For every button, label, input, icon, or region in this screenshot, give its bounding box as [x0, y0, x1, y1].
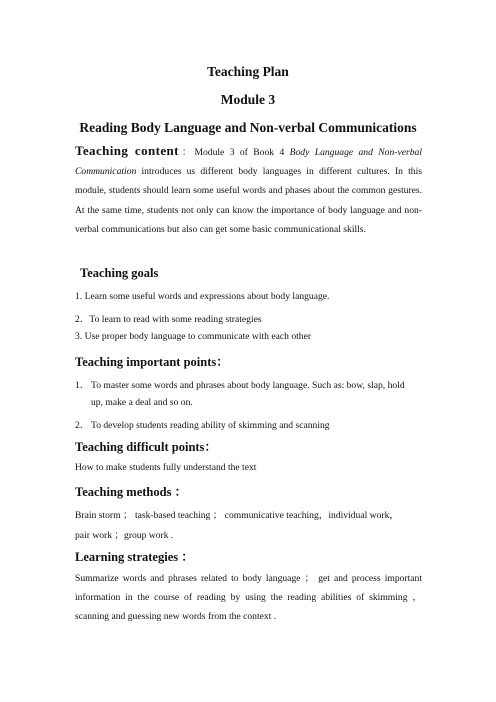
difficult-points-text: How to make students fully understand the text — [75, 462, 257, 473]
goal-item: 1. Learn some useful words and expressions about body language. — [75, 291, 330, 302]
page-title: Teaching Plan — [207, 64, 289, 79]
teaching-content-paragraph — [75, 141, 422, 239]
teaching-content-sep: ： — [178, 147, 195, 158]
goal-item: 2．To learn to read with some reading strategies — [75, 314, 262, 325]
difficult-points-heading: Teaching difficult points： — [75, 440, 217, 454]
important-point-continuation: up, make a deal and so on. — [91, 397, 193, 408]
teaching-goals-heading: Teaching goals — [80, 266, 159, 280]
teaching-methods-line: Brain storm ； task-based teaching ； communicative teaching，individual work， — [75, 510, 399, 521]
item-text: To develop students reading ability of skimming and scanning — [91, 420, 330, 431]
item-number: 2． — [75, 420, 90, 431]
important-point-item — [75, 417, 330, 431]
teaching-content-body: introduces us different body languages in different cultures. In this module, students should learn some useful words and phases about the common gestures. At the same time, students not only can know the importance of body language and non-verbal communications but also can get some basic communicational skills. — [75, 166, 422, 235]
teaching-content-label: Teaching content — [75, 143, 179, 158]
teaching-methods-line: pair work ；group work . — [75, 530, 174, 541]
teaching-methods-heading: Teaching methods ： — [75, 485, 188, 499]
item-number: 1． — [75, 380, 90, 391]
goal-item: 3. Use proper body language to communicate with each other — [75, 331, 312, 342]
teaching-content-pre: Module 3 of Book 4 — [194, 147, 290, 158]
important-point-item — [75, 377, 405, 391]
learning-strategies-paragraph: Summarize words and phrases related to body language ； get and process important information in the course of reading by using the reading abilities of skimming ， scanning and guessing new words from the context . — [75, 573, 422, 623]
teaching-content-italic: Body Language and Non-verbal Communication — [75, 147, 422, 178]
learning-strategies-heading: Learning strategies ： — [75, 550, 194, 564]
item-text: To master some words and phrases about body language. Such as: bow, slap, hold — [91, 380, 405, 391]
lesson-subtitle: Reading Body Language and Non-verbal Communications — [79, 120, 417, 135]
important-points-heading: Teaching important points： — [75, 355, 229, 369]
module-heading: Module 3 — [220, 92, 276, 107]
